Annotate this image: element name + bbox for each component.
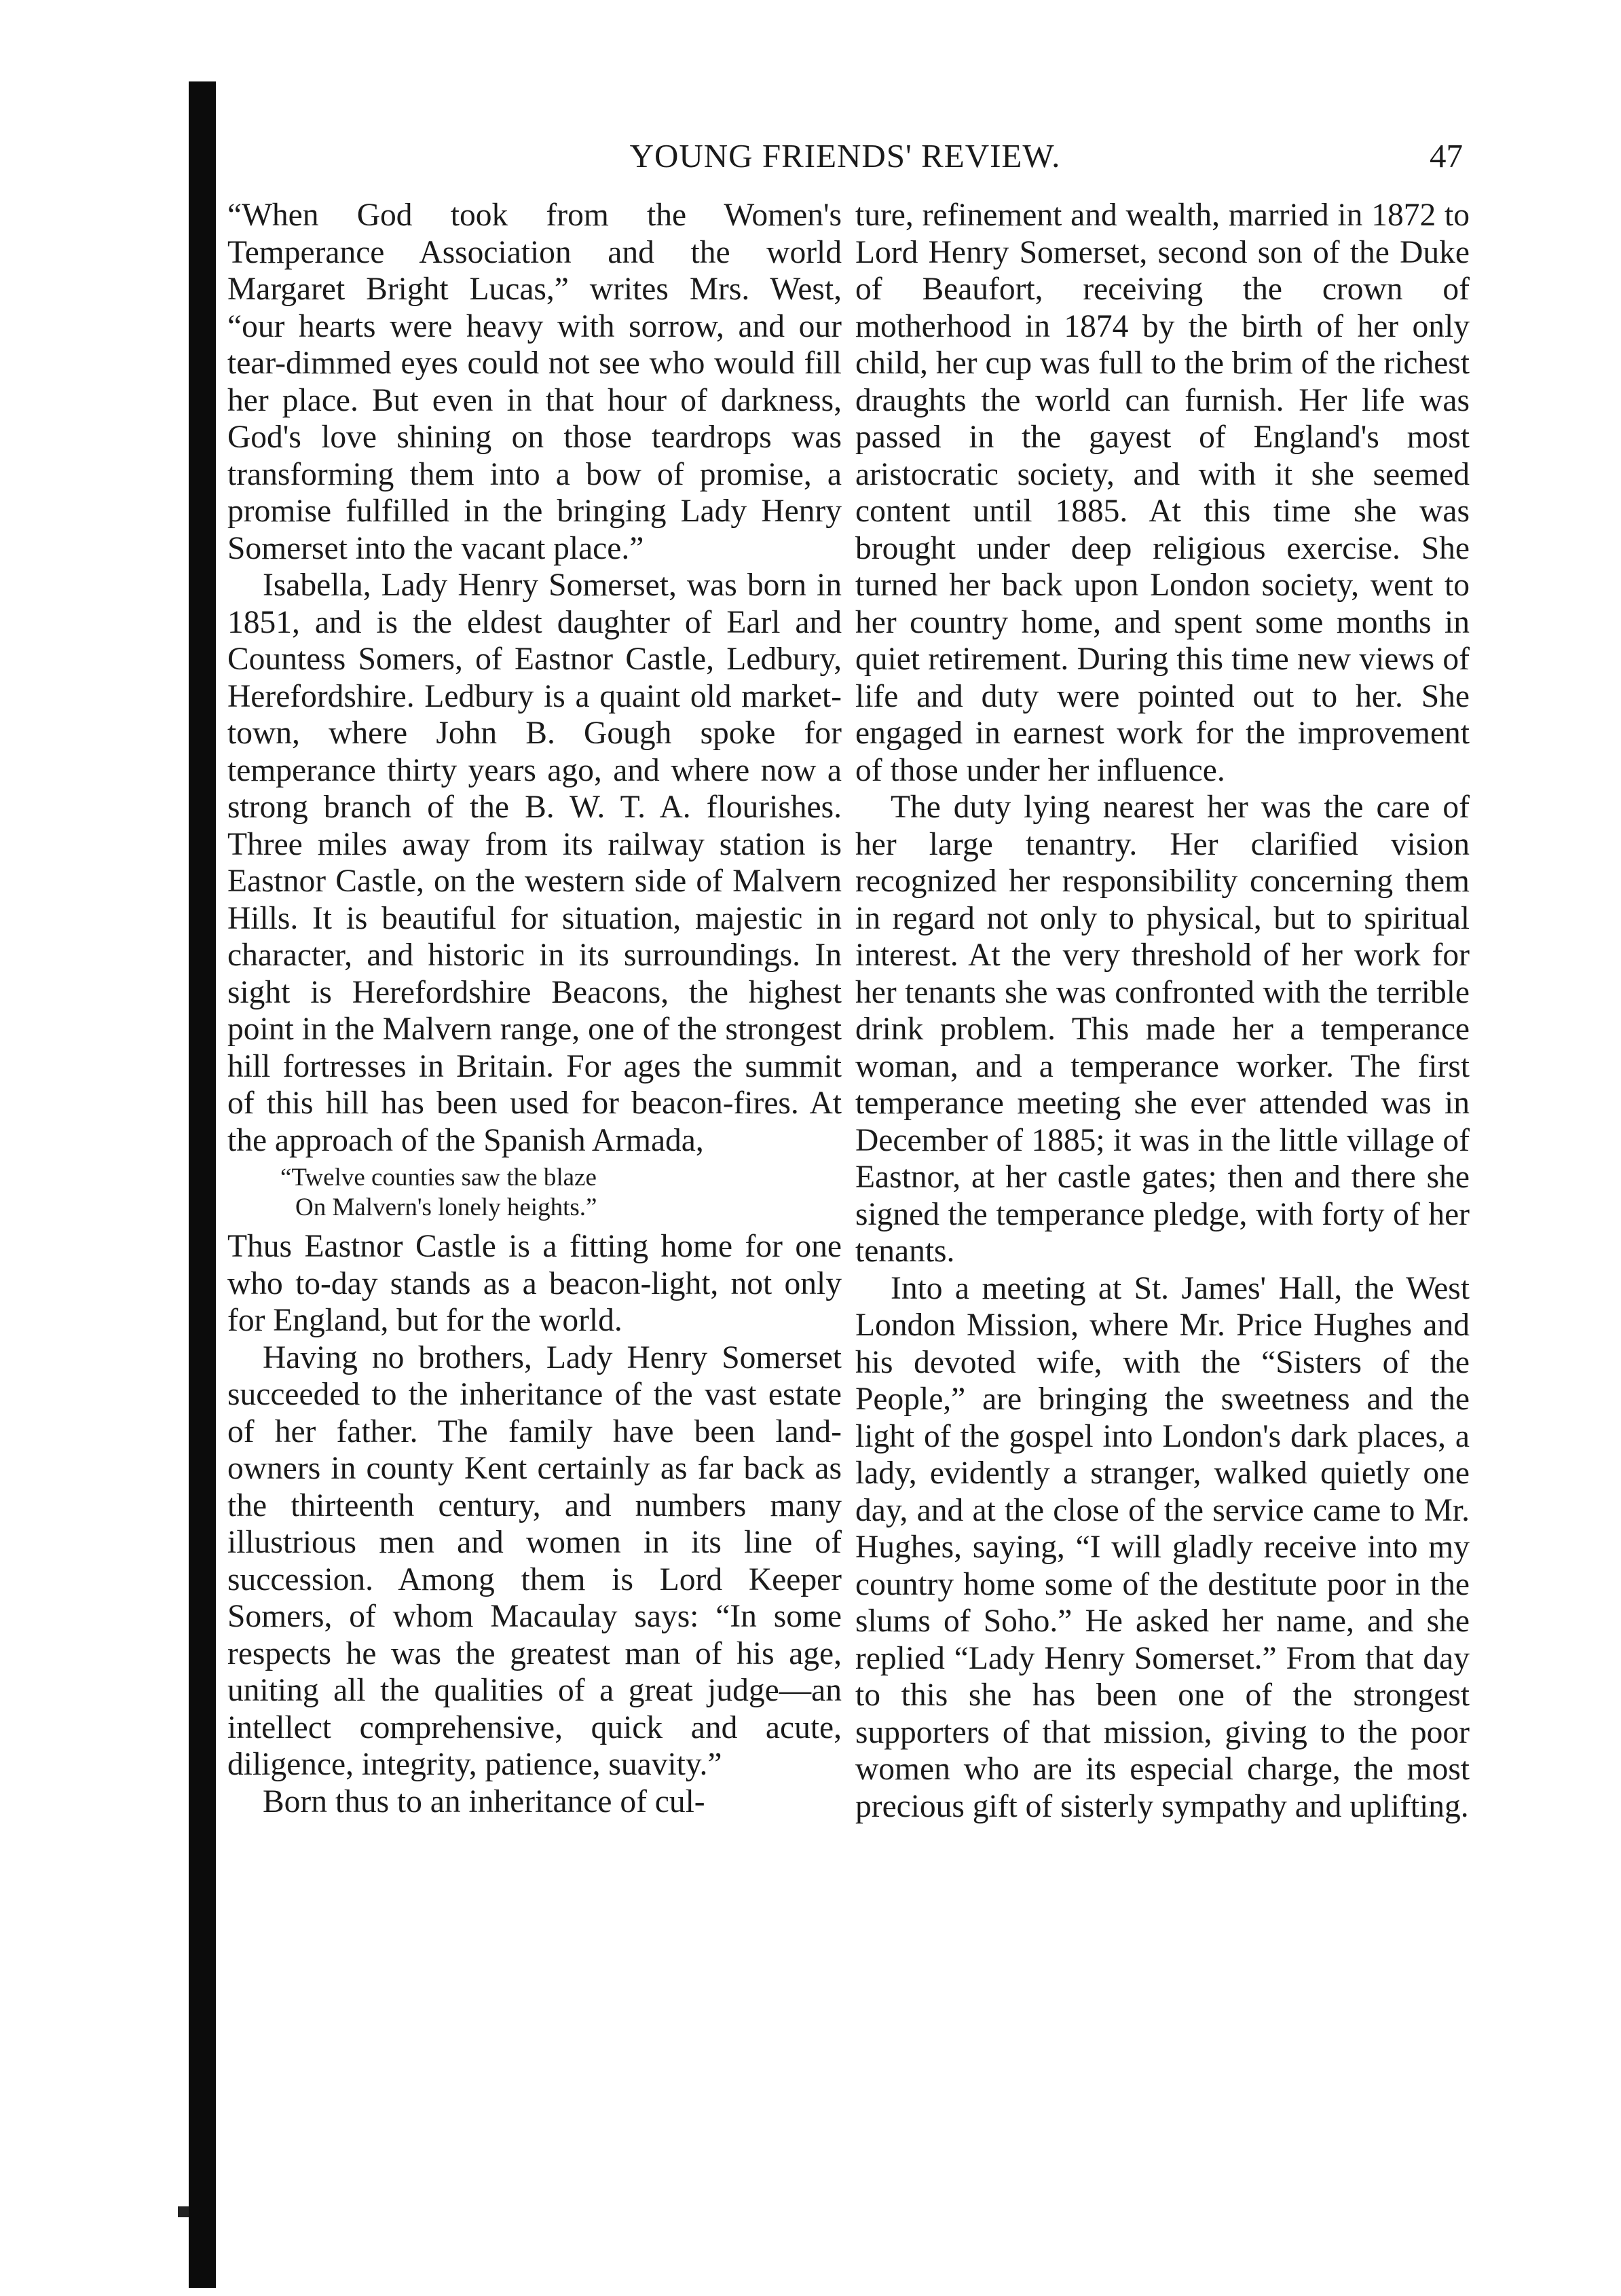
binding-edge-bar	[189, 81, 216, 2288]
verse-quotation	[280, 1163, 842, 1223]
binding-edge-mark	[178, 2206, 189, 2217]
verse-line: On Malvern's lonely heights.”	[295, 1193, 597, 1221]
right-column	[855, 197, 1470, 1825]
left-column	[227, 197, 842, 1820]
verse-line: “Twelve counties saw the blaze	[280, 1164, 597, 1191]
paragraph-born-thus: Born thus to an inheritance of cul-	[263, 1783, 705, 1819]
running-title: YOUNG FRIENDS' REVIEW.	[629, 137, 1061, 174]
paragraph-inheritance: Having no brothers, Lady Henry Somerset succeeded to the inheritance of the vast estate of her father. The family have been land-owners in county Kent certainly as far back as the thirteenth century, and numbers many illustrious men and women in its line of succession. Among them is Lord Keeper Somers, of whom Macaulay says: “In some respects he was the greatest man of his age, uniting all the qualities of a great judge—an intellect comprehensive, quick and acute, diligence, integrity, patience, suavity.”	[227, 1339, 842, 1782]
paragraph-st-james-hall: Into a meeting at St. James' Hall, the West London Mission, where Mr. Price Hughes and his devoted wife, with the “Sisters of the People,” are bringing the sweetness and the light of the gospel into London's dark places, a lady, evidently a stranger, walked quietly one day, and at the close of the service came to Mr. Hughes, saying, “I will gladly receive into my country home some of the destitute poor in the slums of Soho.” He asked her name, and she replied “Lady Henry Somerset.” From that day to this she has been one of the strongest supporters of that mission, giving to the poor women who are its especial charge, the most precious gift of sisterly sympathy and uplifting.	[855, 1270, 1470, 1824]
paragraph-birth-and-castle: Isabella, Lady Henry Somerset, was born in 1851, and is the eldest daughter of Earl and Countess Somers, of Eastnor Castle, Ledbury, Herefordshire. Ledbury is a quaint old market-town, where John B. Gough spoke for temperance thirty years ago, and where now a strong branch of the B. W. T. A. flourishes. Three miles away from its railway station is Eastnor Castle, on the western side of Malvern Hills. It is beautiful for situation, majestic in character, and historic in its surroundings. In sight is Herefordshire Beacons, the highest point in the Malvern range, one of the strongest hill fortresses in Britain. For ages the summit of this hill has been used for beacon-fires. At the approach of the Spanish Armada,	[227, 568, 842, 1158]
page-number: 47	[1430, 137, 1463, 174]
paragraph-tenantry: The duty lying nearest her was the care of her large tenantry. Her clarified vision recognized her responsibility concerning them in regard not only to physical, but to spiritual interest. At the very threshold of her work for her tenants she was confronted with the terrible drink problem. This made her a temperance woman, and a temperance worker. The first temperance meeting she ever attended was in December of 1885; it was in the little village of Eastnor, at her castle gates; then and there she signed the temperance pledge, with forty of her tenants.	[855, 790, 1470, 1269]
paragraph-continued: ture, refinement and wealth, married in 1872 to Lord Henry Somerset, second son of the Duke of Beaufort, receiving the crown of motherhood in 1874 by the birth of her only child, her cup was full to the brim of the richest draughts the world can furnish. Her life was passed in the gayest of England's most aristocratic society, and with it she seemed content until 1885. At this time she was brought under deep religious exercise. She turned her back upon London society, went to her country home, and spent some months in quiet retirement. During this time new views of life and duty were pointed out to her. She engaged in earnest work for the improvement of those under her influence.	[855, 198, 1470, 788]
paragraph-beacon-light: Thus Eastnor Castle is a fitting home for one who to-day stands as a beacon-light, not only for England, but for the world.	[227, 1229, 842, 1338]
paragraph-opening-quote: “When God took from the Women's Temperance Association and the world Margaret Bright Lucas,” writes Mrs. West, “our hearts were heavy with sorrow, and our tear-dimmed eyes could not see who would fill her place. But even in that hour of darkness, God's love shining on those teardrops was transforming them into a bow of promise, a promise fulfilled in the bringing Lady Henry Somerset into the vacant place.”	[227, 198, 842, 566]
page-header	[227, 136, 1463, 183]
